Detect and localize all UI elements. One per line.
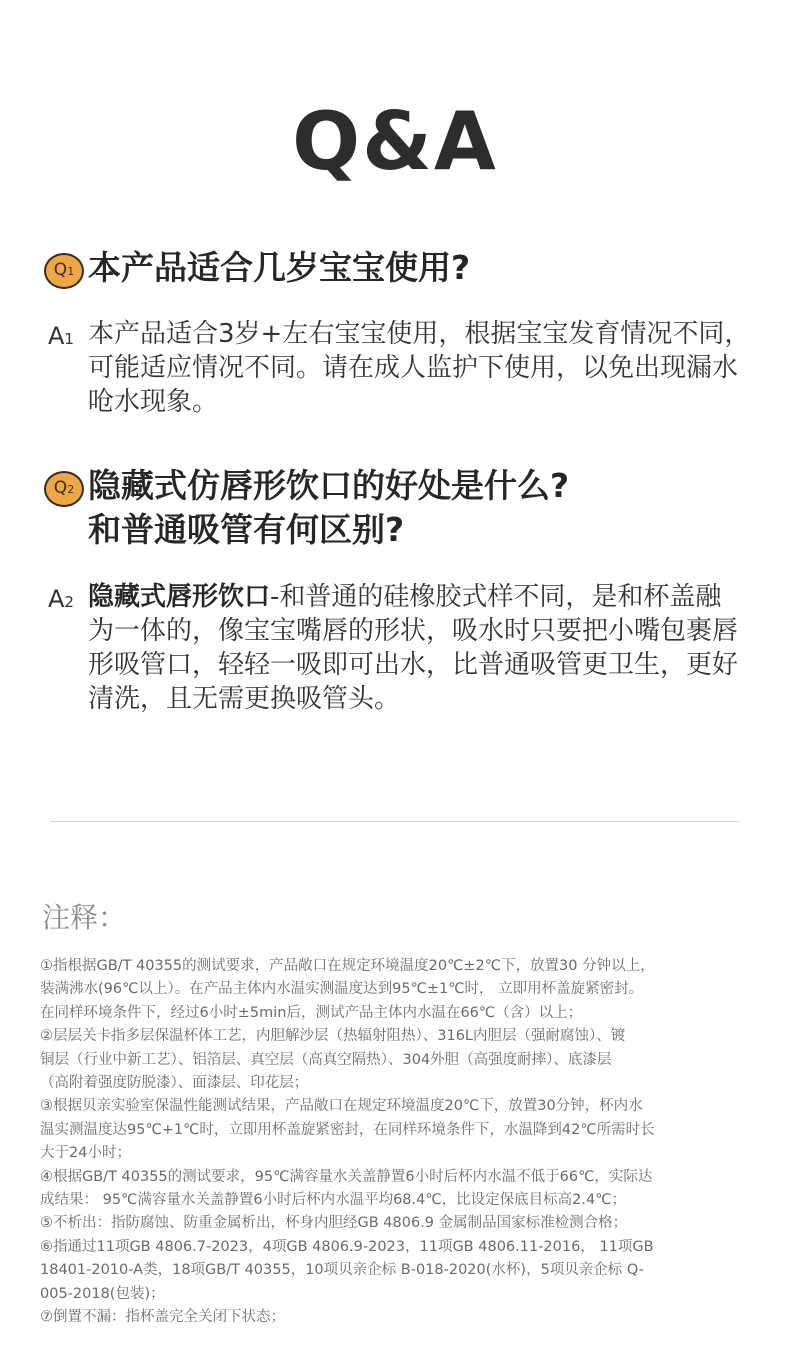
answer-1-line: 呛水现象。 (88, 387, 219, 417)
badge-letter: Q (53, 260, 68, 280)
note-line: ⑤不析出：指防腐蚀、防重金属析出，杯身内胆经GB 4806.9 金属制品国家标准检测合格； (40, 1215, 628, 1232)
section-divider (50, 821, 740, 822)
answer-1-line: 可能适应情况不同。请在成人监护下使用，以免出现漏水 (88, 353, 739, 383)
question-2-line: 隐藏式仿唇形饮口的好处是什么? (88, 466, 570, 505)
note-line: ①指根据GB/T 40355的测试要求，产品敞口在规定环境温度20℃±2℃下，放置30 分钟以上， (40, 958, 655, 974)
question-1-line: 本产品适合几岁宝宝使用? (88, 248, 471, 287)
page-title: Q&A (292, 95, 498, 188)
note-line: ③根据贝亲实验室保温性能测试结果，产品敞口在规定环境温度20℃下，放置30分钟，杯内水 (40, 1098, 643, 1115)
note-line: ⑥指通过11项GB 4806.7-2023，4项GB 4806.9-2023，11项GB 4806.11-2016， 11项GB (40, 1238, 654, 1255)
notes-title: 注释： (42, 901, 127, 934)
note-line: ④根据GB/T 40355的测试要求，95℃满容量水关盖静置6小时后杯内水温不低于66℃，实际达 (40, 1168, 653, 1185)
answer-1-line: 本产品适合3岁+左右宝宝使用，根据宝宝发育情况不同， (88, 319, 751, 349)
question-2-line: 和普通吸管有何区别? (88, 510, 405, 549)
answer-1-label (48, 319, 74, 356)
note-line: 大于24小时； (40, 1145, 131, 1162)
note-line: 铜层（行业中新工艺）、铝箔层、真空层（高真空隔热）、304外胆（高强度耐摔）、底漆层 (40, 1051, 612, 1068)
note-line: 005-2018(包装)； (40, 1285, 165, 1302)
answer-2-line: 清洗，且无需更换吸管头。 (88, 684, 401, 714)
answer-2-line: 形吸管口，轻轻一吸即可出水，比普通吸管更卫生，更好 (88, 650, 739, 680)
answer-number: 1 (64, 330, 74, 348)
answer-2-highlight: 隐藏式唇形饮口 (88, 582, 271, 612)
answer-2-line: 为一体的，像宝宝嘴唇的形状，吸水时只要把小嘴包裹唇 (88, 616, 739, 646)
note-line: ②层层关卡指多层保温杯体工艺，内胆解沙层（热辐射阻热）、316L内胆层（强耐腐蚀）、镀 (40, 1028, 626, 1045)
note-line: 成结果： 95℃满容量水关盖静置6小时后杯内水温平均68.4℃，比设定保底目标高2.4℃； (40, 1192, 626, 1209)
answer-2-line-text: -和普通的硅橡胶式样不同，是和杯盖融 (270, 582, 722, 612)
question-1-badge-icon (44, 253, 84, 289)
note-line: 18401-2010-A类，18项GB/T 40355，10项贝亲企标 B-018-2020(水杯)，5项贝亲企标 Q- (40, 1262, 644, 1279)
answer-2 (88, 580, 768, 716)
badge-number: 2 (67, 483, 75, 496)
badge-number: 1 (67, 265, 75, 278)
answer-letter: A (48, 585, 65, 613)
notes-body (40, 955, 765, 1330)
answer-2-line (88, 580, 768, 614)
note-line: 在同样环境条件下，经过6小时±5min后，测试产品主体内水温在66℃（含）以上； (40, 1004, 583, 1021)
answer-1 (88, 317, 768, 419)
note-line: （高附着强度防脱漆）、面漆层、印花层； (40, 1075, 309, 1092)
question-2-badge-icon (44, 471, 84, 507)
question-2 (88, 464, 569, 552)
note-line: 装满沸水(96℃以上）。在产品主体内水温实测温度达到95℃±1℃时， 立即用杯盖旋紧密封。 (40, 981, 644, 998)
note-line: ⑦倒置不漏：指杯盖完全关闭下状态； (40, 1309, 285, 1326)
note-line: 温实测温度达95℃+1℃时，立即用杯盖旋紧密封，在同样环境条件下，水温降到42℃所需时长 (40, 1121, 655, 1138)
answer-letter: A (48, 322, 65, 350)
answer-2-label (48, 582, 74, 619)
badge-letter: Q (53, 478, 68, 498)
question-1 (88, 246, 470, 290)
answer-number: 2 (64, 593, 74, 611)
